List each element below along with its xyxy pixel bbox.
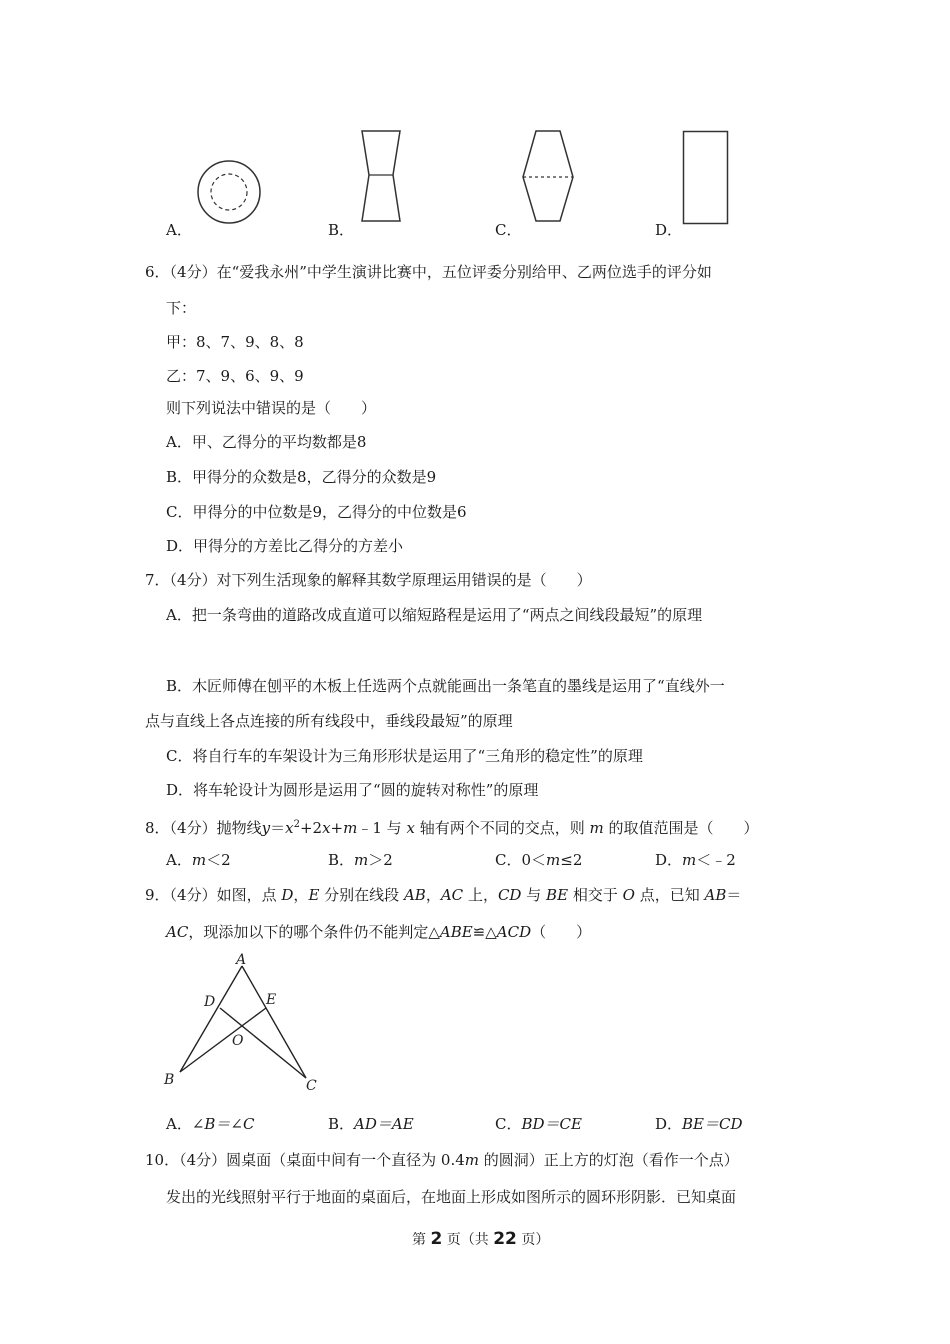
triangle-diagram — [160, 948, 330, 1096]
q6-option-c[interactable]: C．甲得分的中位数是9，乙得分的中位数是6 — [166, 503, 467, 521]
q10-stem-line1: 10．（4分）圆桌面（桌面中间有一个直径为 0.4m 的圆洞）正上方的灯泡（看作一个点） — [145, 1151, 739, 1169]
q6-prompt: 则下列说法中错误的是（ ） — [166, 399, 377, 417]
q5-figure-b — [355, 128, 407, 224]
q5-figure-d — [682, 130, 730, 226]
q7-option-b-line1[interactable]: B．木匠师傅在刨平的木板上任选两个点就能画出一条笔直的墨线是运用了“直线外一 — [166, 677, 725, 695]
q10-stem-line2: 发出的光线照射平行于地面的桌面后，在地面上形成如图所示的圆环形阴影．已知桌面 — [166, 1188, 737, 1206]
q7-stem: 7．（4分）对下列生活现象的解释其数学原理运用错误的是（ ） — [145, 571, 592, 589]
q7-option-b-line2[interactable]: 点与直线上各点连接的所有线段中，垂线段最短”的原理 — [145, 712, 513, 730]
label-b: B — [164, 1072, 175, 1088]
q6-option-a[interactable]: A．甲、乙得分的平均数都是8 — [166, 433, 367, 451]
q7-option-a[interactable]: A．把一条弯曲的道路改成直道可以缩短路程是运用了“两点之间线段最短”的原理 — [166, 606, 703, 624]
q9-triangle-figure — [160, 948, 330, 1096]
label-c: C — [306, 1078, 317, 1094]
label-a: A — [236, 952, 247, 968]
q7-option-c[interactable]: C．将自行车的车架设计为三角形形状是运用了“三角形的稳定性”的原理 — [166, 747, 643, 765]
label-d: D — [204, 994, 216, 1010]
q5-option-b-label[interactable]: B． — [328, 221, 355, 239]
q6-stem-line1: 6．（4分）在“爱我永州”中学生演讲比赛中，五位评委分别给甲、乙两位选手的评分如 — [145, 263, 712, 281]
q8-option-d[interactable]: D．m＜﹣2 — [655, 851, 736, 869]
q8-stem: 8．（4分）抛物线$y=x^2+2x+m﹣1$ 与 x 轴有两个不同的交点，则 m 的取值范围是（ ） — [145, 819, 759, 837]
q8-option-c[interactable]: C．0＜m≤2 — [495, 851, 583, 869]
q6-stem-line2: 下： — [166, 299, 197, 317]
q6-scores-yi: 乙：7、9、6、9、9 — [166, 367, 304, 385]
q5-figure-c — [518, 128, 578, 224]
page-footer: 第 2 页（共 22 页） — [412, 1229, 550, 1249]
hexagon-icon — [518, 128, 578, 224]
label-o: O — [232, 1033, 244, 1049]
q9-stem-line2: AC，现添加以下的哪个条件仍不能判定△ABE≌△ACD（ ） — [166, 923, 592, 941]
q5-option-d-label[interactable]: D． — [655, 221, 683, 239]
rectangle-icon — [682, 130, 730, 226]
q5-option-c-label[interactable]: C． — [495, 221, 522, 239]
q6-option-b[interactable]: B．甲得分的众数是8，乙得分的众数是9 — [166, 468, 437, 486]
q9-option-c[interactable]: C．BD＝CE — [495, 1115, 582, 1133]
q6-option-d[interactable]: D．甲得分的方差比乙得分的方差小 — [166, 537, 404, 555]
q5-figure-a — [195, 158, 263, 226]
q9-option-b[interactable]: B．AD＝AE — [328, 1115, 414, 1133]
q8-option-a[interactable]: A．m＜2 — [166, 851, 231, 869]
q9-option-a[interactable]: A．∠B＝∠C — [166, 1115, 255, 1133]
label-e: E — [266, 992, 277, 1008]
q9-option-d[interactable]: D．BE＝CD — [655, 1115, 743, 1133]
hourglass-icon — [355, 128, 407, 224]
q9-stem-line1: 9．（4分）如图，点 D，E 分别在线段 AB，AC 上，CD 与 BE 相交于 O 点，已知 AB＝ — [145, 886, 742, 904]
q5-option-a-label[interactable]: A． — [166, 221, 192, 239]
q6-scores-jia: 甲：8、7、9、8、8 — [166, 333, 304, 351]
q7-option-d[interactable]: D．将车轮设计为圆形是运用了“圆的旋转对称性”的原理 — [166, 781, 539, 799]
q8-option-b[interactable]: B．m＞2 — [328, 851, 393, 869]
ring-icon — [195, 158, 263, 226]
